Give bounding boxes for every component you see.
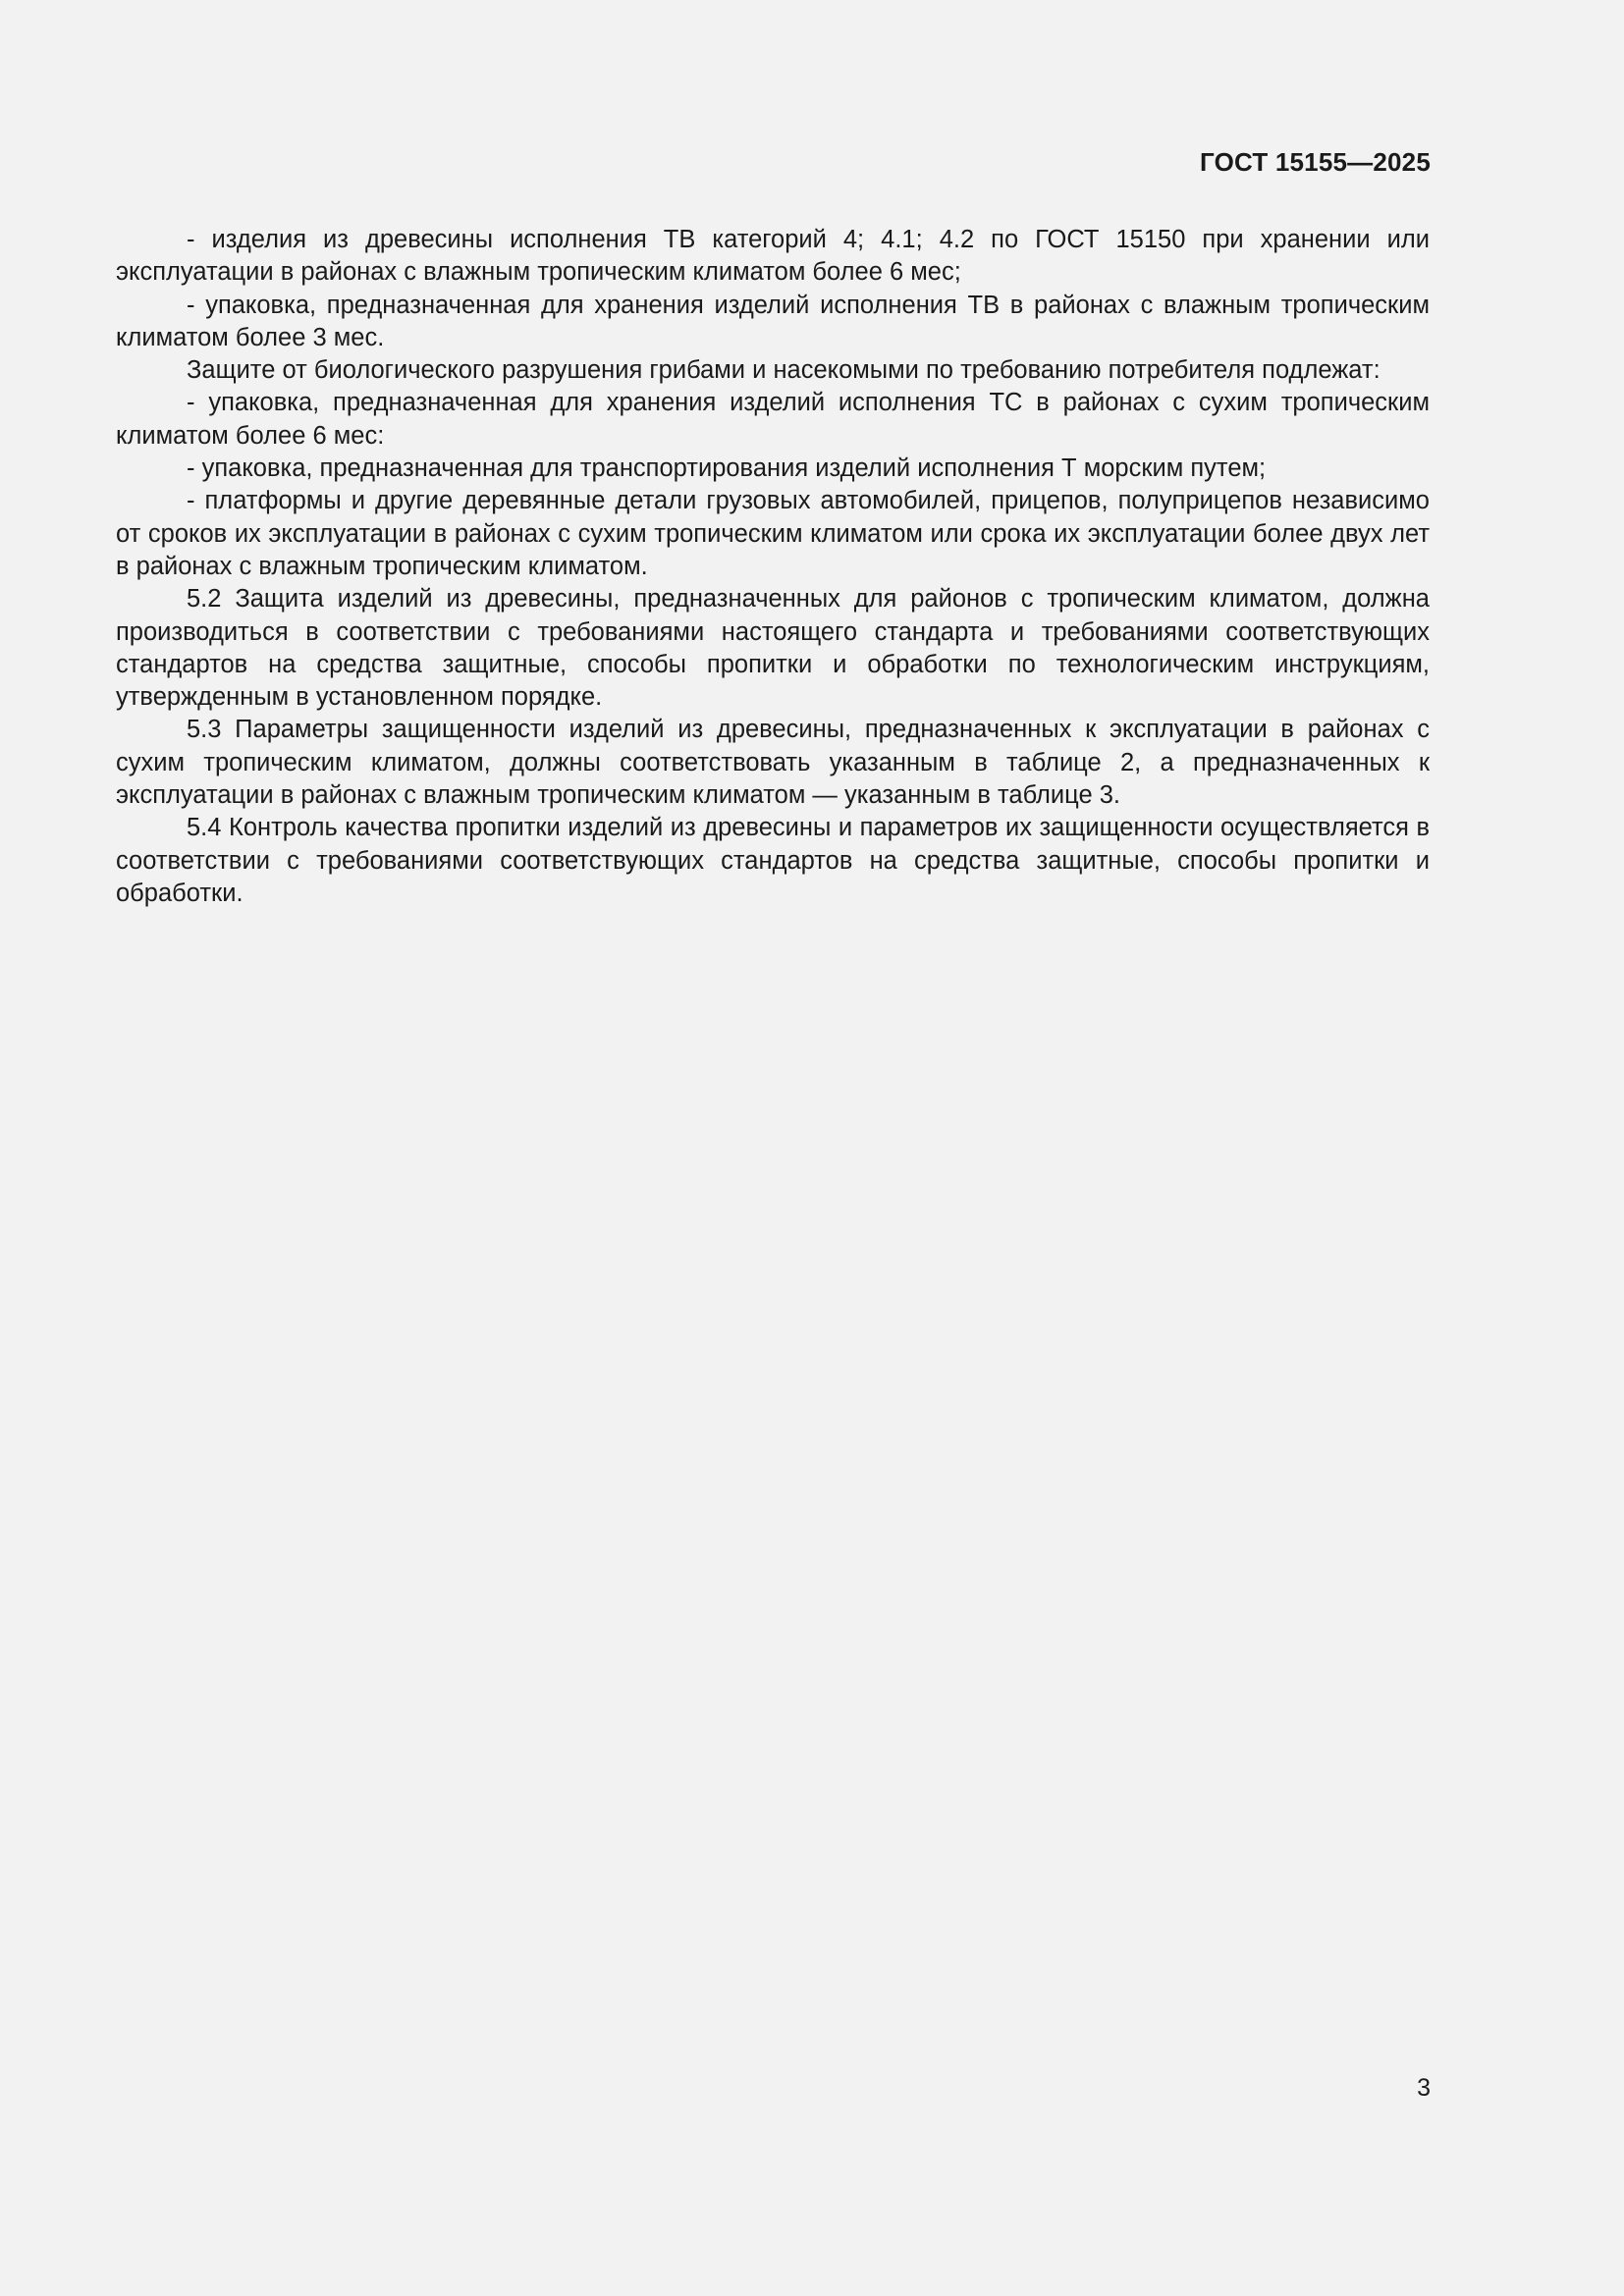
document-code: ГОСТ 15155—2025	[1200, 147, 1431, 177]
clause-5-2: 5.2 Защита изделий из древесины, предназначенных для районов с тропическим климатом, должна производиться в соответствии с требованиями настоящего стандарта и требованиями соответствующих стандартов на средства защитные, способы пропитки и обработки по технологическим инструкциям, утвержденным в установленном порядке.	[116, 585, 1430, 712]
list-item-tc-packaging: - упаковка, предназначенная для хранения изделий исполнения ТС в районах с сухим тропическим климатом более 6 мес:	[116, 389, 1430, 450]
list-item-tv-wood-products: - изделия из древесины исполнения ТВ категорий 4; 4.1; 4.2 по ГОСТ 15150 при хранении или эксплуатации в районах с влажным тропическим климатом более 6 мес;	[116, 226, 1430, 287]
list-item-sea-transport-packaging: - упаковка, предназначенная для транспортирования изделий исполнения Т морским путем;	[187, 454, 1267, 483]
page-number: 3	[1417, 2074, 1431, 2102]
paragraph-bio-protection-intro: Защите от биологического разрушения грибами и насекомыми по требованию потребителя подлежат:	[187, 356, 1380, 385]
clause-5-4: 5.4 Контроль качества пропитки изделий из древесины и параметров их защищенности осуществляется в соответствии с требованиями соответствующих стандартов на средства защитные, способы пропитки и обработки.	[116, 814, 1430, 907]
list-item-tv-packaging: - упаковка, предназначенная для хранения изделий исполнения ТВ в районах с влажным тропическим климатом более 3 мес.	[116, 291, 1430, 351]
list-item-truck-platforms: - платформы и другие деревянные детали грузовых автомобилей, прицепов, полуприцепов независимо от сроков их эксплуатации в районах с сухим тропическим климатом или срока их эксплуатации более двух лет в районах с влажным тропическим климатом.	[116, 487, 1430, 580]
clause-5-3: 5.3 Параметры защищенности изделий из древесины, предназначенных к эксплуатации в районах с сухим тропическим климатом, должны соответствовать указанным в таблице 2, а предназначенных к эксплуатации в районах с влажным тропическим климатом — указанным в таблице 3.	[116, 716, 1430, 810]
document-body	[116, 224, 1430, 910]
